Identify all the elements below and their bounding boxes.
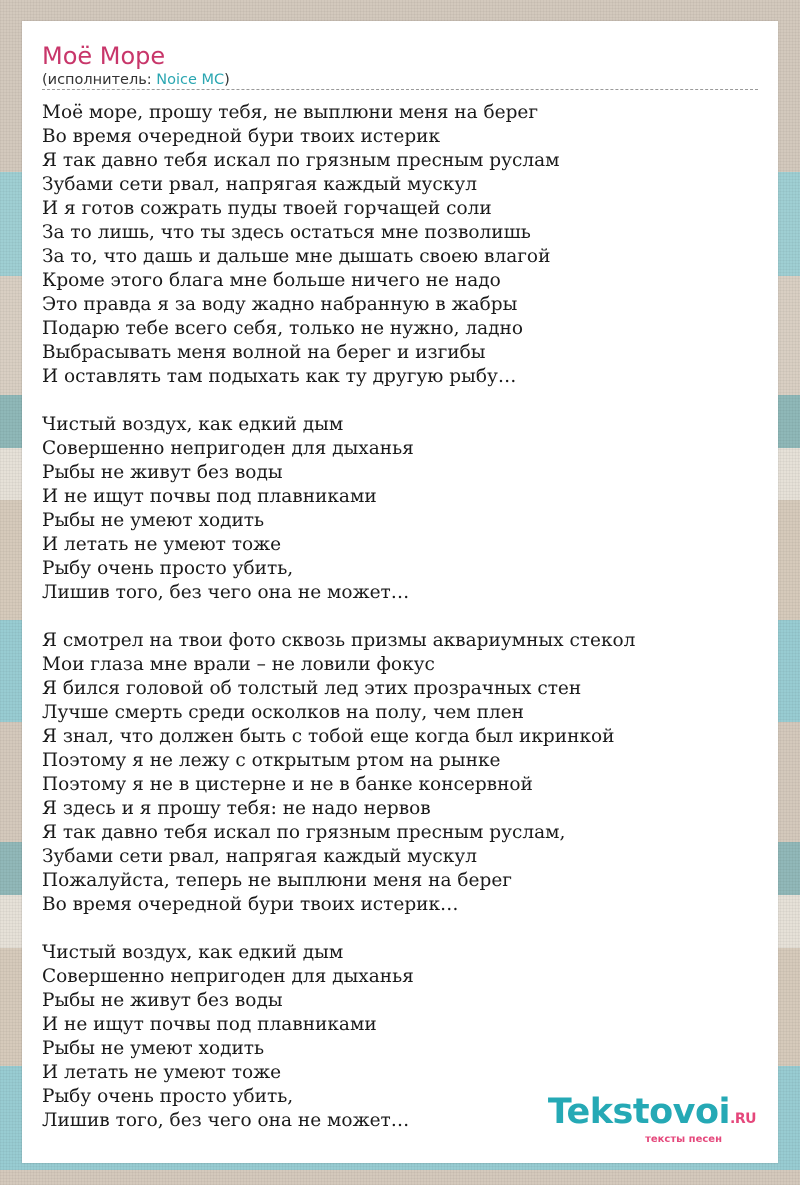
lyric-line: И не ищут почвы под плавниками xyxy=(42,486,377,507)
lyric-line: Рыбу очень просто убить, xyxy=(42,1086,294,1107)
lyric-line: И не ищут почвы под плавниками xyxy=(42,1014,377,1035)
lyric-line: Я смотрел на твои фото сквозь призмы аквариумных стекол xyxy=(42,630,636,651)
lyric-line: Я знал, что должен быть с тобой еще когда был икринкой xyxy=(42,726,615,747)
lyrics-body xyxy=(42,101,758,1133)
lyric-line: Я здесь и я прошу тебя: не надо нервов xyxy=(42,798,431,819)
logo-tld: .RU xyxy=(730,1111,756,1127)
lyric-line: Поэтому я не в цистерне и не в банке консервной xyxy=(42,774,533,795)
lyric-line: Зубами сети рвал, напрягая каждый мускул xyxy=(42,846,477,867)
stanza-break xyxy=(42,605,758,629)
lyric-line: За то лишь, что ты здесь остаться мне позволишь xyxy=(42,222,531,243)
lyric-line: Я так давно тебя искал по грязным пресным руслам, xyxy=(42,822,566,843)
logo-text: Tekstovoi xyxy=(547,1092,731,1132)
stanza-break xyxy=(42,389,758,413)
lyric-line: Зубами сети рвал, напрягая каждый мускул xyxy=(42,174,477,195)
lyric-line: Чистый воздух, как едкий дым xyxy=(42,942,344,963)
performer-prefix: (исполнитель: xyxy=(42,72,157,88)
lyric-line: Подарю тебе всего себя, только не нужно, ладно xyxy=(42,318,524,339)
lyric-line: Лучше смерть среди осколков на полу, чем плен xyxy=(42,702,524,723)
lyric-line: Во время очередной бури твоих истерик xyxy=(42,126,441,147)
lyric-line: Я бился головой об толстый лед этих прозрачных стен xyxy=(42,678,582,699)
lyric-line: За то, что дашь и дальше мне дышать своею влагой xyxy=(42,246,551,267)
lyric-line: Во время очередной бури твоих истерик… xyxy=(42,894,459,915)
performer-line xyxy=(42,71,230,89)
lyric-line: Рыбы не умеют ходить xyxy=(42,1038,265,1059)
lyric-line: И летать не умеют тоже xyxy=(42,534,282,555)
lyric-line: И оставлять там подыхать как ту другую рыбу… xyxy=(42,366,517,387)
lyric-line: Моё море, прошу тебя, не выплюни меня на берег xyxy=(42,102,539,123)
lyric-line: Рыбы не живут без воды xyxy=(42,462,283,483)
performer-suffix: ) xyxy=(224,72,230,88)
lyric-line: Лишив того, без чего она не может… xyxy=(42,1110,410,1131)
title-divider xyxy=(42,89,758,90)
lyric-line: Кроме этого блага мне больше ничего не надо xyxy=(42,270,501,291)
logo-wordmark xyxy=(536,1093,756,1138)
lyric-line: Чистый воздух, как едкий дым xyxy=(42,414,344,435)
lyric-line: Рыбы не умеют ходить xyxy=(42,510,265,531)
performer-link[interactable]: Noice MC xyxy=(156,72,225,88)
lyric-line: Мои глаза мне врали – не ловили фокус xyxy=(42,654,435,675)
lyrics-card xyxy=(22,21,778,1163)
lyric-line: Совершенно непригоден для дыханья xyxy=(42,966,414,987)
lyric-line: Рыбу очень просто убить, xyxy=(42,558,294,579)
lyric-line: Выбрасывать меня волной на берег и изгибы xyxy=(42,342,486,363)
logo-tagline: тексты песен xyxy=(645,1134,722,1145)
lyric-line: Пожалуйста, теперь не выплюни меня на берег xyxy=(42,870,512,891)
lyric-line: Я так давно тебя искал по грязным пресным руслам xyxy=(42,150,560,171)
stanza-break xyxy=(42,917,758,941)
lyric-line: И я готов сожрать пуды твоей горчащей соли xyxy=(42,198,492,219)
lyric-line: Поэтому я не лежу с открытым ртом на рынке xyxy=(42,750,501,771)
song-title: Моё Море xyxy=(42,42,166,70)
lyric-line: Лишив того, без чего она не может… xyxy=(42,582,410,603)
lyric-line: Рыбы не живут без воды xyxy=(42,990,283,1011)
lyric-line: И летать не умеют тоже xyxy=(42,1062,282,1083)
lyric-line: Совершенно непригоден для дыханья xyxy=(42,438,414,459)
lyric-line: Это правда я за воду жадно набранную в жабры xyxy=(42,294,518,315)
site-logo[interactable] xyxy=(536,1093,756,1145)
